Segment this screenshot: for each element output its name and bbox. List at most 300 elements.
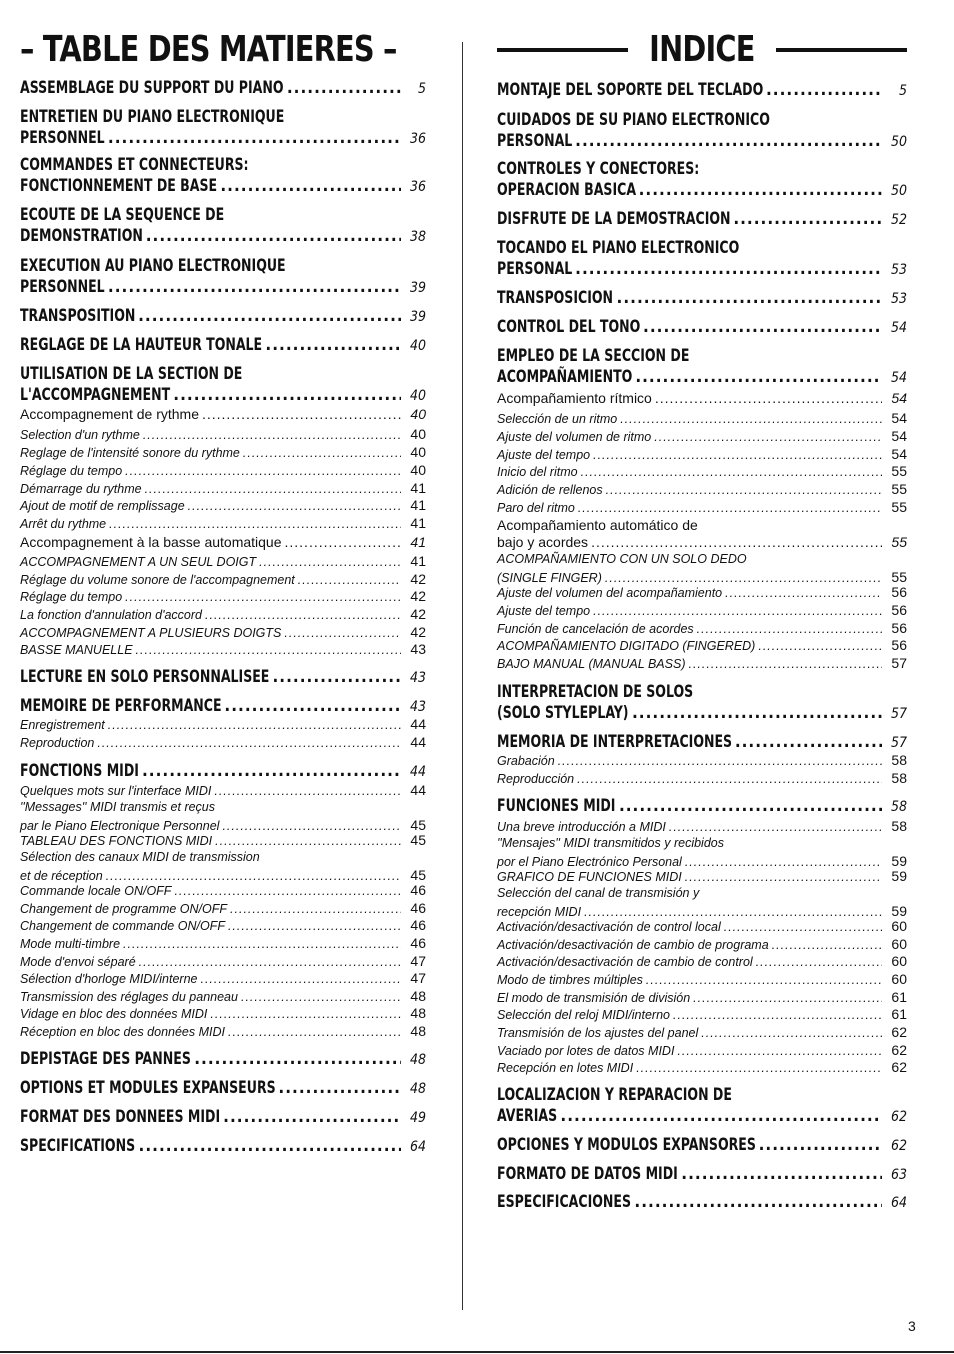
toc-entry-line-continued xyxy=(497,110,907,131)
toc-entry-line xyxy=(20,696,426,718)
toc-entry xyxy=(497,317,907,339)
toc-entry-page: 59 xyxy=(891,868,907,884)
toc-entry-title: Démarrage du rythme xyxy=(20,482,142,496)
dot-leader xyxy=(228,918,401,936)
toc-entry xyxy=(20,734,426,753)
toc-entry-page: 43 xyxy=(410,641,426,657)
toc-entry-title: DEPISTAGE DES PANNES xyxy=(20,1049,191,1069)
toc-entry-line-continued xyxy=(20,799,426,817)
toc-entry-line xyxy=(20,782,426,801)
toc-entry-title: par le Piano Electronique Personnel xyxy=(20,818,220,833)
toc-entry xyxy=(497,752,907,771)
toc-entry-title: FONCTIONNEMENT DE BASE xyxy=(20,176,218,196)
toc-entry xyxy=(20,624,426,643)
toc-entry-line xyxy=(497,602,907,621)
toc-entry-page: 56 xyxy=(891,602,907,618)
dot-leader xyxy=(591,534,882,551)
toc-entry-line xyxy=(497,868,907,887)
toc-entry-page: 42 xyxy=(410,588,426,604)
toc-entry-page: 39 xyxy=(409,280,426,296)
toc-entry-title: Changement de commande ON/OFF xyxy=(20,919,225,933)
toc-entry xyxy=(20,988,426,1007)
toc-entry-page: 57 xyxy=(890,735,907,751)
toc-entry xyxy=(497,446,907,465)
dot-leader xyxy=(136,642,401,660)
toc-entry-line xyxy=(497,288,907,310)
toc-entry-title: ACOMPAÑAMIENTO DIGITADO (FINGERED) xyxy=(497,639,756,653)
toc-entry-page: 42 xyxy=(410,606,426,622)
toc-entry xyxy=(497,620,907,639)
toc-entry xyxy=(20,553,426,572)
toc-entry-title: UTILISATION DE LA SECTION DE xyxy=(20,364,243,384)
toc-entry-line-continued xyxy=(497,159,907,180)
toc-entry-line-continued xyxy=(497,551,907,569)
dot-leader xyxy=(575,259,882,280)
toc-entry-page: 60 xyxy=(891,953,907,969)
toc-entry-title: ECOUTE DE LA SEQUENCE DE xyxy=(20,205,225,225)
toc-entry-line xyxy=(20,1049,426,1071)
toc-entry-line xyxy=(20,480,426,499)
dot-leader xyxy=(639,180,882,201)
toc-entry-title: MEMORIA DE INTERPRETACIONES xyxy=(497,732,733,752)
toc-entry-title: Ajuste del tempo xyxy=(497,448,591,462)
toc-entry-title: Adición de rellenos xyxy=(497,483,603,497)
toc-entry-page: 48 xyxy=(409,1052,426,1068)
toc-entry-title: Modo de timbres múltiples xyxy=(497,973,643,987)
spanish-toc-title xyxy=(497,26,907,74)
toc-entry-title: Una breve introducción a MIDI xyxy=(497,820,666,834)
toc-entry-title: El modo de transmisión de división xyxy=(497,991,691,1005)
toc-entry-page: 62 xyxy=(891,1042,907,1058)
toc-entry-page: 40 xyxy=(409,388,426,404)
toc-entry-line xyxy=(497,752,907,771)
toc-entry-line xyxy=(20,515,426,534)
toc-entry-line xyxy=(20,588,426,607)
dot-leader xyxy=(756,954,882,972)
toc-entry-title: Acompañamiento automático de xyxy=(497,517,698,533)
toc-entry-title: TOCANDO EL PIANO ELECTRONICO xyxy=(497,238,740,258)
toc-entry xyxy=(497,835,907,871)
toc-entry-page: 54 xyxy=(891,390,907,406)
dot-leader xyxy=(636,1060,882,1078)
toc-entry-line xyxy=(20,734,426,753)
toc-entry-page: 44 xyxy=(409,764,426,780)
toc-entry xyxy=(497,551,907,587)
dot-leader xyxy=(265,335,401,356)
toc-entry-line-continued xyxy=(497,835,907,853)
toc-entry-title: Función de cancelación de acordes xyxy=(497,622,694,636)
toc-entry-page: 48 xyxy=(410,1023,426,1039)
toc-entry xyxy=(497,110,907,153)
toc-entry-title: Accompagnement de rythme xyxy=(20,406,199,422)
toc-entry-line xyxy=(20,444,426,463)
toc-entry-line xyxy=(497,259,907,281)
toc-entry-page: 55 xyxy=(891,499,907,515)
toc-entry-line xyxy=(497,463,907,482)
dot-leader xyxy=(108,128,401,149)
toc-entry xyxy=(20,364,426,407)
toc-entry-page: 47 xyxy=(410,953,426,969)
dot-leader xyxy=(677,1043,882,1061)
toc-entry-line xyxy=(20,226,426,248)
toc-entry xyxy=(497,989,907,1008)
toc-entry-title: Reglage de l'intensité sonore du rythme xyxy=(20,446,240,460)
toc-entry xyxy=(497,390,907,407)
toc-entry-title: BASSE MANUELLE xyxy=(20,643,133,657)
toc-entry-title: COMMANDES ET CONNECTEURS: xyxy=(20,155,249,175)
toc-entry-title: Recepción en lotes MIDI xyxy=(497,1061,634,1075)
toc-entry-line xyxy=(497,953,907,972)
toc-entry xyxy=(20,1136,426,1158)
toc-entry-line-continued xyxy=(20,364,426,385)
toc-entry-line-continued xyxy=(497,682,907,703)
toc-entry-page: 55 xyxy=(891,568,907,585)
toc-entry xyxy=(20,78,426,100)
toc-entry-title: Transmisión de los ajustes del panel xyxy=(497,1026,699,1040)
toc-entry-title: PERSONNEL xyxy=(20,128,105,148)
toc-entry-page: 52 xyxy=(890,212,907,228)
toc-entry-page: 56 xyxy=(891,637,907,653)
toc-entry-line xyxy=(497,1135,907,1157)
toc-entry-line xyxy=(497,446,907,465)
dot-leader xyxy=(259,554,401,572)
toc-entry-title: (SOLO STYLEPLAY) xyxy=(497,703,629,723)
dot-leader xyxy=(214,783,401,801)
toc-entry-page: 64 xyxy=(890,1195,907,1211)
toc-entry-page: 43 xyxy=(409,699,426,715)
toc-entry-page: 44 xyxy=(410,734,426,750)
toc-entry xyxy=(20,335,426,357)
toc-entry-title: Ajout de motif de remplissage xyxy=(20,499,185,513)
toc-entry-line xyxy=(20,335,426,357)
toc-entry-page: 46 xyxy=(410,882,426,898)
toc-entry-line-continued xyxy=(497,517,907,534)
toc-entry-line-continued xyxy=(20,849,426,867)
toc-entry-line xyxy=(20,78,426,100)
dot-leader xyxy=(241,989,401,1007)
toc-entry-line xyxy=(20,953,426,972)
toc-entry-line xyxy=(20,641,426,660)
toc-entry-line xyxy=(497,971,907,990)
toc-entry-page: 53 xyxy=(890,262,907,278)
toc-entry xyxy=(497,209,907,231)
toc-entry xyxy=(20,205,426,248)
dot-leader xyxy=(228,1024,401,1042)
toc-entry xyxy=(497,682,907,725)
dot-leader xyxy=(654,429,882,447)
toc-entry-page: 48 xyxy=(410,1005,426,1021)
dot-leader xyxy=(188,498,401,516)
dot-leader xyxy=(215,833,401,851)
toc-entry-line xyxy=(20,935,426,954)
dot-leader xyxy=(759,1135,882,1156)
toc-entry-line xyxy=(20,988,426,1007)
toc-entry xyxy=(497,80,907,102)
toc-entry-title: CONTROL DEL TONO xyxy=(497,317,641,337)
toc-entry-line xyxy=(497,499,907,518)
toc-entry-title: GRAFICO DE FUNCIONES MIDI xyxy=(497,870,682,884)
toc-entry-line xyxy=(20,462,426,481)
dot-leader xyxy=(558,753,882,771)
toc-entry xyxy=(20,832,426,851)
toc-entry xyxy=(20,641,426,660)
toc-entry-page: 36 xyxy=(409,179,426,195)
toc-entry xyxy=(497,1135,907,1157)
toc-entry-line xyxy=(20,1005,426,1024)
toc-entry-title: PERSONAL xyxy=(497,131,573,151)
toc-entry xyxy=(20,571,426,590)
toc-entry-line xyxy=(20,1023,426,1042)
toc-entry-title: Vidage en bloc des données MIDI xyxy=(20,1007,208,1021)
toc-entry-page: 57 xyxy=(891,655,907,671)
toc-entry-page: 38 xyxy=(409,229,426,245)
toc-entry xyxy=(497,818,907,837)
dot-leader xyxy=(634,1192,882,1213)
toc-entry xyxy=(497,1024,907,1043)
toc-entry-line xyxy=(497,732,907,754)
toc-entry-page: 40 xyxy=(410,462,426,478)
toc-entry xyxy=(497,499,907,518)
dot-leader xyxy=(655,390,882,407)
toc-entry-title: Activación/desactivación de cambio de control xyxy=(497,955,753,969)
dot-leader xyxy=(578,500,882,518)
toc-entry xyxy=(20,953,426,972)
toc-entry xyxy=(20,696,426,718)
toc-entry-title: REGLAGE DE LA HAUTEUR TONALE xyxy=(20,335,263,355)
dot-leader xyxy=(758,638,882,656)
toc-entry-title: TRANSPOSICION xyxy=(497,288,614,308)
toc-entry-line-continued xyxy=(497,238,907,259)
toc-entry-page: 50 xyxy=(890,134,907,150)
toc-entry-title: (SINGLE FINGER) xyxy=(497,570,602,585)
dot-leader xyxy=(278,1078,401,1099)
toc-entry-title: DEMONSTRATION xyxy=(20,226,143,246)
toc-entry-line xyxy=(20,606,426,625)
toc-entry-line-continued xyxy=(20,107,426,128)
toc-entry-line xyxy=(20,1078,426,1100)
toc-entry xyxy=(497,463,907,482)
toc-entry xyxy=(497,971,907,990)
toc-entry-title: Sélection des canaux MIDI de transmission xyxy=(20,850,260,864)
toc-entry-page: 40 xyxy=(410,444,426,460)
toc-entry xyxy=(20,849,426,885)
dot-leader xyxy=(125,463,401,481)
toc-entry-line xyxy=(497,1192,907,1214)
dot-leader xyxy=(646,972,882,990)
toc-entry-line xyxy=(497,1024,907,1043)
toc-entry-page: 41 xyxy=(410,515,426,531)
toc-entry-title: FONCTIONS MIDI xyxy=(20,761,139,781)
dot-leader xyxy=(243,445,401,463)
toc-entry-title: ''Messages'' MIDI transmis et reçus xyxy=(20,800,216,814)
toc-entry-page: 59 xyxy=(891,852,907,869)
toc-entry-line xyxy=(497,534,907,551)
toc-entry xyxy=(20,716,426,735)
toc-entry-title: CONTROLES Y CONECTORES: xyxy=(497,159,700,179)
toc-entry-title: Accompagnement à la basse automatique xyxy=(20,534,282,550)
toc-entry xyxy=(20,306,426,328)
toc-entry-title: Ajuste del tempo xyxy=(497,604,591,618)
toc-entry-title: ENTRETIEN DU PIANO ELECTRONIQUE xyxy=(20,107,285,127)
toc-entry-title: ACOMPAÑAMIENTO CON UN SOLO DEDO xyxy=(497,552,747,566)
title-rule-right xyxy=(776,48,907,52)
toc-entry-page: 61 xyxy=(891,1006,907,1022)
toc-entry-title: ACCOMPAGNEMENT A UN SEUL DOIGT xyxy=(20,555,257,569)
page-number: 3 xyxy=(908,1318,916,1334)
toc-entry-line xyxy=(497,1006,907,1025)
dot-leader xyxy=(220,176,401,197)
dot-leader xyxy=(688,656,882,674)
toc-entry xyxy=(497,936,907,955)
toc-entry-title: Paro del ritmo xyxy=(497,501,575,515)
toc-entry-title: FUNCIONES MIDI xyxy=(497,796,616,816)
toc-entry-page: 62 xyxy=(890,1109,907,1125)
toc-entry-page: 60 xyxy=(891,918,907,934)
toc-entry-title: CUIDADOS DE SU PIANO ELECTRONICO xyxy=(497,110,770,130)
toc-entry-page: 59 xyxy=(891,902,907,919)
toc-entry xyxy=(20,444,426,463)
toc-entry-line xyxy=(497,180,907,202)
dot-leader xyxy=(146,226,401,247)
toc-entry-line xyxy=(497,1042,907,1061)
toc-entry xyxy=(497,1164,907,1186)
dot-leader xyxy=(581,464,882,482)
dot-leader xyxy=(173,385,401,406)
toc-entry xyxy=(20,900,426,919)
toc-entry-line xyxy=(20,277,426,299)
toc-entry-line xyxy=(497,317,907,339)
toc-entry-title: ACCOMPAGNEMENT A PLUSIEURS DOIGTS xyxy=(20,626,282,640)
toc-entry-page: 46 xyxy=(410,917,426,933)
dot-leader xyxy=(673,1007,882,1025)
toc-entry xyxy=(20,799,426,835)
dot-leader xyxy=(109,516,401,534)
toc-entry-title: AVERIAS xyxy=(497,1106,558,1126)
toc-entry-line xyxy=(497,481,907,500)
toc-entry-line-continued xyxy=(20,155,426,176)
toc-entry-line xyxy=(20,1136,426,1158)
dot-leader xyxy=(619,796,882,817)
toc-entry-page: 62 xyxy=(891,1059,907,1075)
toc-entry-page: 46 xyxy=(410,935,426,951)
toc-entry-page: 50 xyxy=(890,183,907,199)
toc-entry-title: et de réception xyxy=(20,868,103,883)
toc-entry xyxy=(497,1059,907,1078)
dot-leader xyxy=(230,901,401,919)
toc-entry-title: ASSEMBLAGE DU SUPPORT DU PIANO xyxy=(20,78,284,98)
toc-entry xyxy=(497,410,907,429)
dot-leader xyxy=(298,572,401,590)
toc-entry-title: Réglage du tempo xyxy=(20,464,123,478)
toc-entry xyxy=(497,346,907,389)
toc-entry-title: Mode d'envoi séparé xyxy=(20,955,136,969)
dot-leader xyxy=(560,1106,882,1127)
toc-entry xyxy=(497,1192,907,1214)
toc-entry-line xyxy=(20,832,426,851)
dot-leader xyxy=(145,481,401,499)
toc-entry-page: 57 xyxy=(890,706,907,722)
toc-entry-title: Mode multi-timbre xyxy=(20,937,121,951)
dot-leader xyxy=(577,771,882,789)
dot-leader xyxy=(593,603,882,621)
toc-entry-title: Réception en bloc des données MIDI xyxy=(20,1025,225,1039)
toc-entry-line xyxy=(497,1164,907,1186)
dot-leader xyxy=(635,367,882,388)
toc-entry-title: Acompañamiento rítmico xyxy=(497,390,652,406)
toc-entry xyxy=(20,155,426,198)
toc-entry-line xyxy=(20,667,426,689)
toc-entry-page: 42 xyxy=(410,624,426,640)
toc-entry-title: Grabación xyxy=(497,754,555,768)
toc-entry-line xyxy=(20,497,426,516)
toc-entry-title: Arrêt du rythme xyxy=(20,517,107,531)
toc-entry-page: 58 xyxy=(890,799,907,815)
toc-entry-page: 41 xyxy=(410,480,426,496)
toc-entry-page: 55 xyxy=(891,481,907,497)
toc-entry xyxy=(20,515,426,534)
dot-leader xyxy=(766,80,882,101)
dot-leader xyxy=(681,1164,882,1185)
toc-entry-line xyxy=(497,989,907,1008)
toc-entry-title: INTERPRETACION DE SOLOS xyxy=(497,682,694,702)
toc-entry-title: MONTAJE DEL SOPORTE DEL TECLADO xyxy=(497,80,764,100)
toc-entry-title: Sélection d'horloge MIDI/interne xyxy=(20,972,198,986)
toc-entry-line xyxy=(497,796,907,818)
toc-entry xyxy=(20,1107,426,1129)
toc-entry-page: 42 xyxy=(410,571,426,587)
toc-entry-page: 62 xyxy=(890,1138,907,1154)
toc-entry-page: 41 xyxy=(410,497,426,513)
toc-entry xyxy=(497,732,907,754)
toc-entry-page: 55 xyxy=(891,534,907,550)
toc-entry-title: Ajuste del volumen de ritmo xyxy=(497,430,652,444)
dot-leader xyxy=(194,1049,401,1070)
dot-leader xyxy=(693,990,882,1008)
toc-entry xyxy=(20,970,426,989)
toc-entry-page: 58 xyxy=(891,770,907,786)
dot-leader xyxy=(617,288,882,309)
toc-entry xyxy=(497,602,907,621)
toc-entry-line xyxy=(20,406,426,423)
toc-entry-page: 47 xyxy=(410,970,426,986)
toc-entry-page: 62 xyxy=(891,1024,907,1040)
toc-entry-title: Reproducción xyxy=(497,772,575,786)
toc-entry xyxy=(497,655,907,674)
toc-entry-title: PERSONNEL xyxy=(20,277,105,297)
toc-entry xyxy=(497,517,907,551)
toc-entry xyxy=(497,1006,907,1025)
dot-leader xyxy=(669,819,882,837)
toc-entry-page: 48 xyxy=(410,988,426,1004)
dot-leader xyxy=(108,277,401,298)
toc-entry-line xyxy=(497,655,907,674)
toc-entry xyxy=(20,917,426,936)
toc-entry xyxy=(20,782,426,801)
toc-entry-line xyxy=(20,128,426,150)
toc-entry-line xyxy=(497,1059,907,1078)
toc-entry-title: L'ACCOMPAGNEMENT xyxy=(20,385,171,405)
toc-entry xyxy=(20,882,426,901)
toc-entry-page: 54 xyxy=(891,446,907,462)
toc-entry-line xyxy=(20,426,426,445)
toc-entry-line xyxy=(20,553,426,572)
dot-leader xyxy=(772,937,882,955)
dot-leader xyxy=(287,78,401,99)
toc-entry-line xyxy=(20,900,426,919)
spanish-toc-title-text: INDICE xyxy=(649,29,755,70)
toc-entry-title: Vaciado por lotes de datos MIDI xyxy=(497,1044,675,1058)
toc-entry-title: Selección del reloj MIDI/interno xyxy=(497,1008,670,1022)
